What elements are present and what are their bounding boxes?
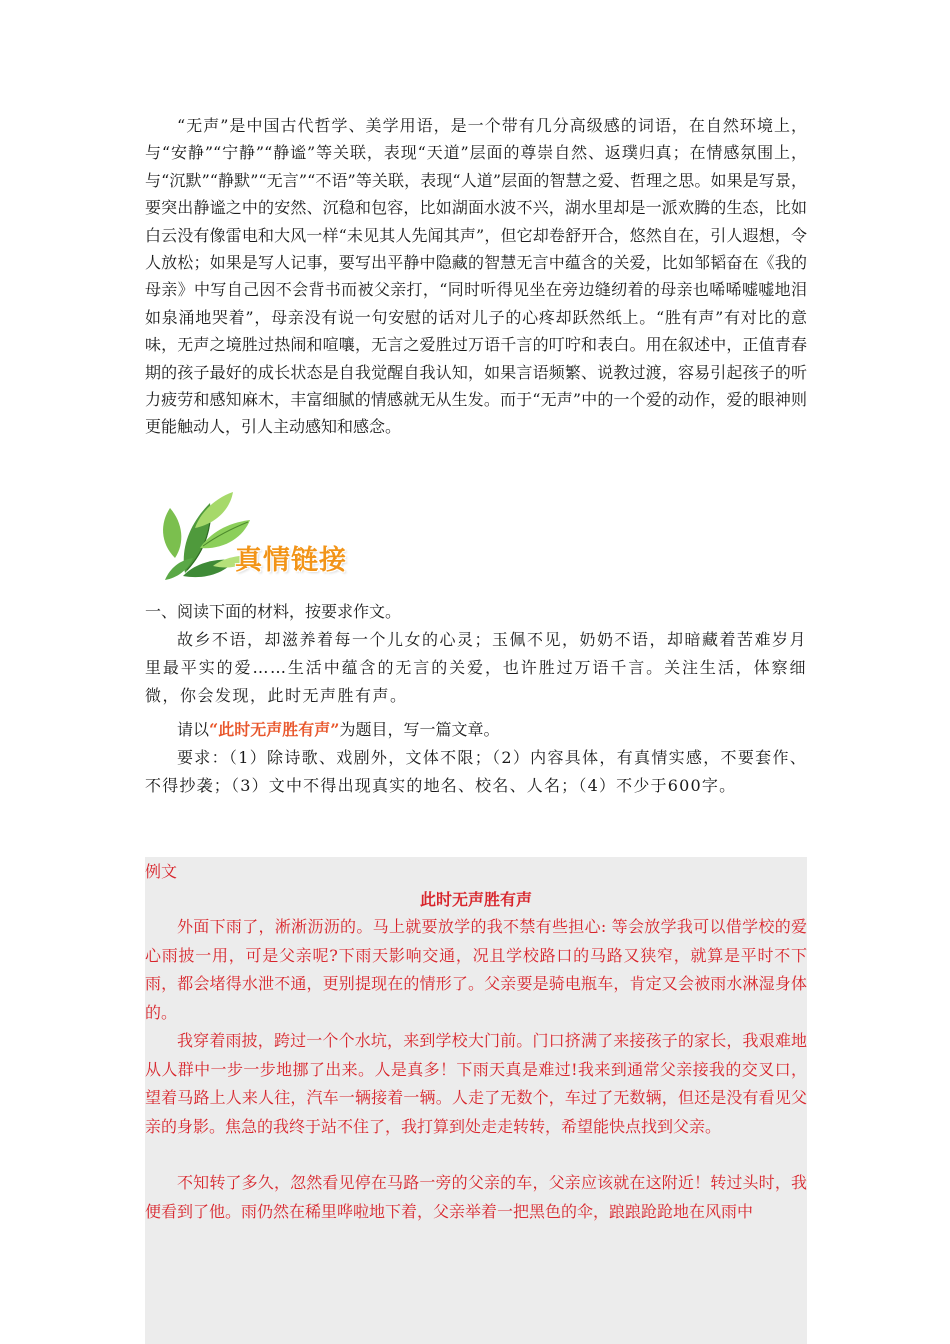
section-title: 真情链接	[235, 545, 347, 576]
prompt-title: “此时无声胜有声”	[209, 720, 340, 739]
example-title: 此时无声胜有声	[419, 890, 532, 909]
task-requirements: 要求：（1）除诗歌、戏剧外，文体不限；（2）内容具体，有真情实感，不要套作、不得抄袭；（3）文中不得出现真实的地名、校名、人名；（4）不少于600字。	[145, 748, 807, 795]
example-paragraph: 外面下雨了，淅淅沥沥的。马上就要放学的我不禁有些担心: 等会放学我可以借学校的爱心雨披一用，可是父亲呢?下雨天影响交通，况且学校路口的马路又狭窄，就算是平时不下雨，都会堵得水泄不通，更别提现在的情形了。父亲要是骑电瓶车，肯定又会被雨水淋湿身体的。	[145, 917, 807, 1022]
task-prompt	[145, 716, 807, 744]
task-material: 故乡不语，却滋养着每一个儿女的心灵；玉佩不见，奶奶不语，却暗藏着苦难岁月里最平实的爱……生活中蕴含的无言的关爱，也许胜过万语千言。关注生活，体察细微，你会发现，此时无声胜有声。	[145, 630, 808, 705]
intro-paragraph: “无声”是中国古代哲学、美学用语，是一个带有几分高级感的词语，在自然环境上，与“安静”“宁静”“静谧”等关联，表现“天道”层面的尊崇自然、返璞归真；在情感氛围上，与“沉默”“静默”“无言”“不语”等关联，表现“人道”层面的智慧之爱、哲理之思。如果是写景，要突出静谧之中的安然、沉稳和包容，比如湖面水波不兴，湖水里却是一派欢腾的生态，比如白云没有像雷电和大风一样“未见其人先闻其声”，但它却卷舒开合，悠然自在，引人遐想，令人放松；如果是写人记事，要写出平静中隐藏的智慧无言中蕴含的关爱，比如邹韬奋在《我的母亲》中写自己因不会背书而被父亲打，“同时听得见坐在旁边缝纫着的母亲也唏唏嘘嘘地泪如泉涌地哭着”，母亲没有说一句安慰的话对儿子的心疼却跃然纸上。“胜有声”有对比的意味，无声之境胜过热闹和喧嚷，无言之爱胜过万语千言的叮咛和表白。用在叙述中，正值青春期的孩子最好的成长状态是自我觉醒自我认知，如果言语频繁、说教过渡，容易引起孩子的听力疲劳和感知麻木，丰富细腻的情感就无从生发。而于“无声”中的一个爱的动作，爱的眼神则更能触动人，引人主动感知和感念。	[145, 116, 807, 437]
example-paragraph: 不知转了多久，忽然看见停在马路一旁的父亲的车，父亲应该就在这附近！转过头时，我便看到了他。雨仍然在稀里哗啦地下着，父亲举着一把黑色的伞，踉踉跄跄地在风雨中	[145, 1173, 807, 1221]
section-header	[155, 488, 415, 588]
example-paragraph: 我穿着雨披，跨过一个个水坑，来到学校大门前。门口挤满了来接孩子的家长，我艰难地从人群中一步一步地挪了出来。人是真多！下雨天真是难过!我来到通常父亲接我的交叉口，望着马路上人来人往，汽车一辆接着一辆。人走了无数个，车过了无数辆，但还是没有看见父亲的身影。焦急的我终于站不住了，我打算到处走走转转，希望能快点找到父亲。	[145, 1031, 807, 1136]
example-essay-box	[145, 857, 807, 1344]
example-label: 例文	[145, 862, 178, 881]
prompt-suffix: 为题目，写一篇文章。	[339, 720, 500, 739]
task-heading: 一、阅读下面的材料，按要求作文。	[145, 602, 402, 621]
prompt-prefix: 请以	[177, 720, 210, 739]
